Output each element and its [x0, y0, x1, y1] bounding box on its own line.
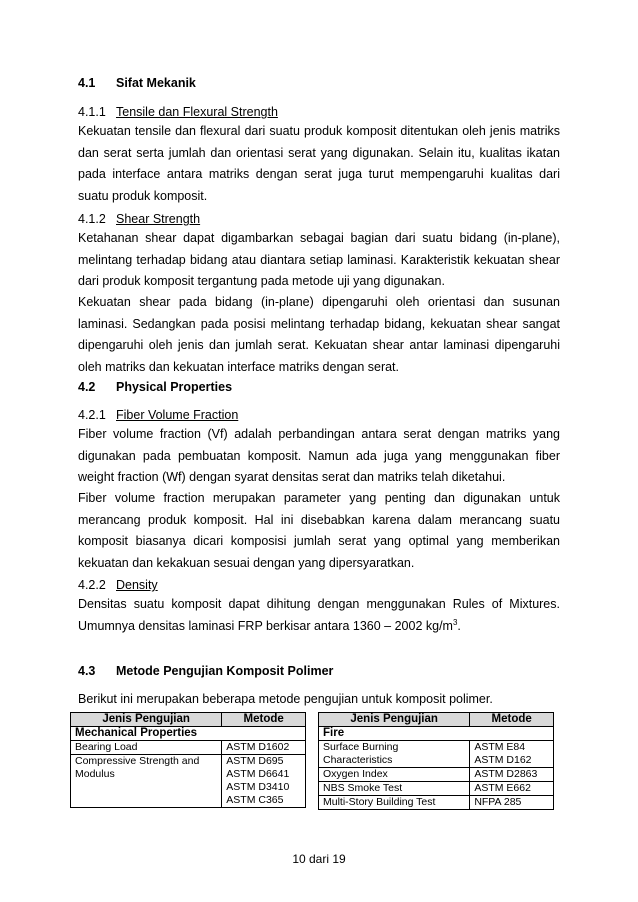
test-method-list [222, 755, 306, 808]
page-number: 10 dari 19 [292, 852, 346, 866]
table-row [319, 782, 554, 796]
test-method: ASTM C365 [226, 794, 284, 806]
subheading-4-1-1: 4.1.1 Tensile dan Flexural Strength [78, 105, 278, 119]
subheading-4-2-1: 4.2.1 Fiber Volume Fraction [78, 408, 239, 422]
test-method-list [470, 741, 554, 768]
category-row [319, 727, 554, 741]
table-row [319, 796, 554, 810]
table-header-row [319, 713, 554, 727]
category-row [71, 727, 306, 741]
test-method-table-right [318, 712, 554, 810]
paragraph-intro: Berikut ini merupakan beberapa metode pengujian untuk komposit polimer. [78, 692, 493, 706]
test-method: NFPA 285 [470, 796, 554, 810]
heading-4-2: 4.2 Physical Properties [78, 380, 233, 394]
test-method: ASTM D2863 [470, 768, 554, 782]
column-header: Jenis Pengujian [319, 713, 470, 727]
test-name: Compressive Strength and Modulus [71, 755, 222, 808]
paragraph-fiber-volume-1: Fiber volume fraction (Vf) adalah perbandingan antara serat dengan matriks yang digunakan pada pembuatan komposit. Namun ada juga yang menggunakan fiber weight fraction (Wf) dengan syarat densitas serat dan matriks telah diketahui. [78, 427, 560, 484]
subheading-4-1-2: 4.1.2 Shear Strength [78, 212, 201, 226]
test-name: Surface Burning Characteristics [319, 741, 470, 768]
column-header: Jenis Pengujian [71, 713, 222, 727]
paragraph-fiber-volume-2: Fiber volume fraction merupakan parameter yang penting dan digunakan untuk merancang produk komposit. Hal ini disebabkan karena dalam merancang suatu komposit biasanya dicari komposisi jumlah serat yang optimal yang memberikan kekuatan dan kekakuan sesuai dengan yang dipersyaratkan. [78, 491, 560, 570]
table-row [319, 741, 554, 768]
category-label: Mechanical Properties [71, 727, 306, 741]
test-method: ASTM D1602 [222, 741, 306, 755]
table-row [71, 755, 306, 808]
paragraph-shear-2: Kekuatan shear pada bidang (in-plane) dipengaruhi oleh orientasi dan susunan laminasi. Sedangkan pada posisi melintang terhadap bidang, kekuatan shear sangat dipengaruhi oleh jenis dan jumlah serat. Kekuatan shear antar laminasi dipengaruhi oleh matriks dan kekuatan interface matriks dengan serat. [78, 295, 560, 374]
test-method-table-left [70, 712, 306, 808]
table-header-row [71, 713, 306, 727]
table-row [71, 741, 306, 755]
category-label: Fire [319, 727, 554, 741]
table-row [319, 768, 554, 782]
column-header: Metode [222, 713, 306, 727]
test-method: ASTM E662 [470, 782, 554, 796]
test-method: ASTM D695 [226, 755, 284, 767]
heading-4-1: 4.1 Sifat Mekanik [78, 76, 196, 90]
test-method: ASTM D6641 [226, 768, 290, 780]
subheading-4-2-2: 4.2.2 Density [78, 578, 158, 592]
test-name: NBS Smoke Test [319, 782, 470, 796]
heading-4-3: 4.3 Metode Pengujian Komposit Polimer [78, 664, 334, 678]
paragraph-density: Densitas suatu komposit dapat dihitung dengan menggunakan Rules of Mixtures. Umumnya densitas laminasi FRP berkisar antara 1360 – 2002 $kg/m^3$. [78, 597, 560, 633]
test-name: Multi-Story Building Test [319, 796, 470, 810]
test-name: Oxygen Index [319, 768, 470, 782]
column-header: Metode [470, 713, 554, 727]
test-method: ASTM D162 [474, 754, 532, 766]
test-name: Bearing Load [71, 741, 222, 755]
paragraph-tensile: Kekuatan tensile dan flexural dari suatu produk komposit ditentukan oleh jenis matriks dan serat serta jumlah dan orientasi serat yang digunakan. Selain itu, kualitas ikatan pada interface antara matriks dengan serat juga turut mempengaruhi kualitas dari suatu produk komposit. [78, 124, 560, 203]
paragraph-shear-1: Ketahanan shear dapat digambarkan sebagai bagian dari suatu bidang (in-plane), melintang terhadap bidang atau diantara setiap laminasi. Karakteristik kekuatan shear dari produk komposit tergantung pada metode uji yang digunakan. [78, 231, 560, 288]
test-method: ASTM E84 [474, 741, 526, 753]
test-method: ASTM D3410 [226, 781, 290, 793]
